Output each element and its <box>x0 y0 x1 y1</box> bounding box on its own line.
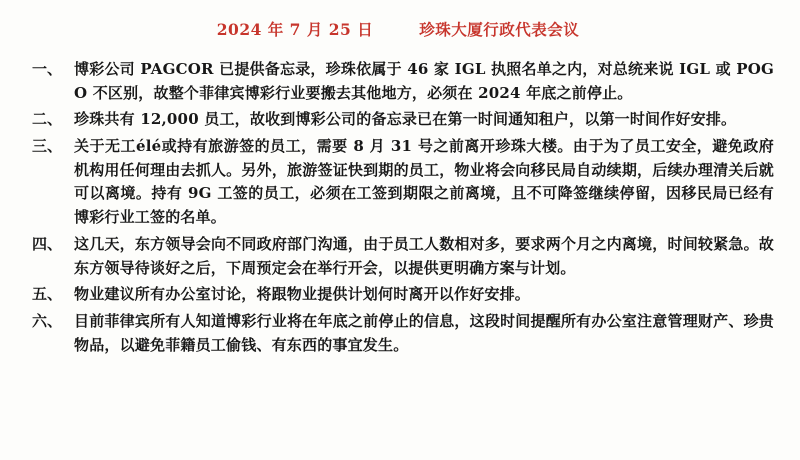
list-item <box>22 58 774 105</box>
list-item-text: 博彩公司 PAGCOR 已提供备忘录，珍珠依属于 46 家 IGL 执照名单之内，对总统来说 IGL 或 POGO 不区别，故整个菲律宾博彩行业要搬去其他地方，必须在 2024 年底之前停止。 <box>74 60 774 102</box>
list-item <box>22 310 774 357</box>
list-item-number: 四、 <box>32 234 63 253</box>
list-item <box>22 135 774 230</box>
list-item-text: 珍珠共有 12,000 员工，故收到博彩公司的备忘录已在第一时间通知租户，以第一时间作好安排。 <box>74 110 737 129</box>
list-item-text: 关于无工élé或持有旅游签的员工，需要 8 月 31 号之前离开珍珠大楼。由于为了员工安全，避免政府机构用任何理由去抓人。另外，旅游签证快到期的员工，物业将会向移民局自动续期，后续办理清关后就可以离境。持有 9G 工签的员工，必须在工签到期限之前离境，且不可降签继续停留，因移民局已经有博彩行业工签的名单。 <box>74 137 774 227</box>
list-item-number: 五、 <box>32 285 63 304</box>
list-item-number: 六、 <box>32 311 63 330</box>
list-item-text: 这几天，东方领导会向不同政府部门沟通，由于员工人数相对多，要求两个月之内离境，时间较紧急。故东方领导待谈好之后，下周预定会在举行开会，以提供更明确方案与计划。 <box>74 234 774 277</box>
list-item <box>22 233 774 280</box>
list-item <box>22 108 774 132</box>
meeting-date: 2024 年 7 月 25 日 <box>216 20 374 39</box>
page-title: 珍珠大厦行政代表会议 <box>419 20 580 39</box>
list-item-number: 一、 <box>32 60 63 78</box>
list-item-text: 物业建议所有办公室讨论，将跟物业提供计划何时离开以作好安排。 <box>74 285 531 304</box>
list-item-number: 二、 <box>32 110 63 129</box>
document-header <box>22 18 774 40</box>
document-body <box>22 58 774 357</box>
list-item-text: 目前菲律宾所有人知道博彩行业将在年底之前停止的信息，这段时间提醒所有办公室注意管理财产、珍贵物品，以避免菲籍员工偷钱、有东西的事宜发生。 <box>74 311 774 354</box>
list-item <box>22 283 774 307</box>
list-item-number: 三、 <box>32 137 63 156</box>
